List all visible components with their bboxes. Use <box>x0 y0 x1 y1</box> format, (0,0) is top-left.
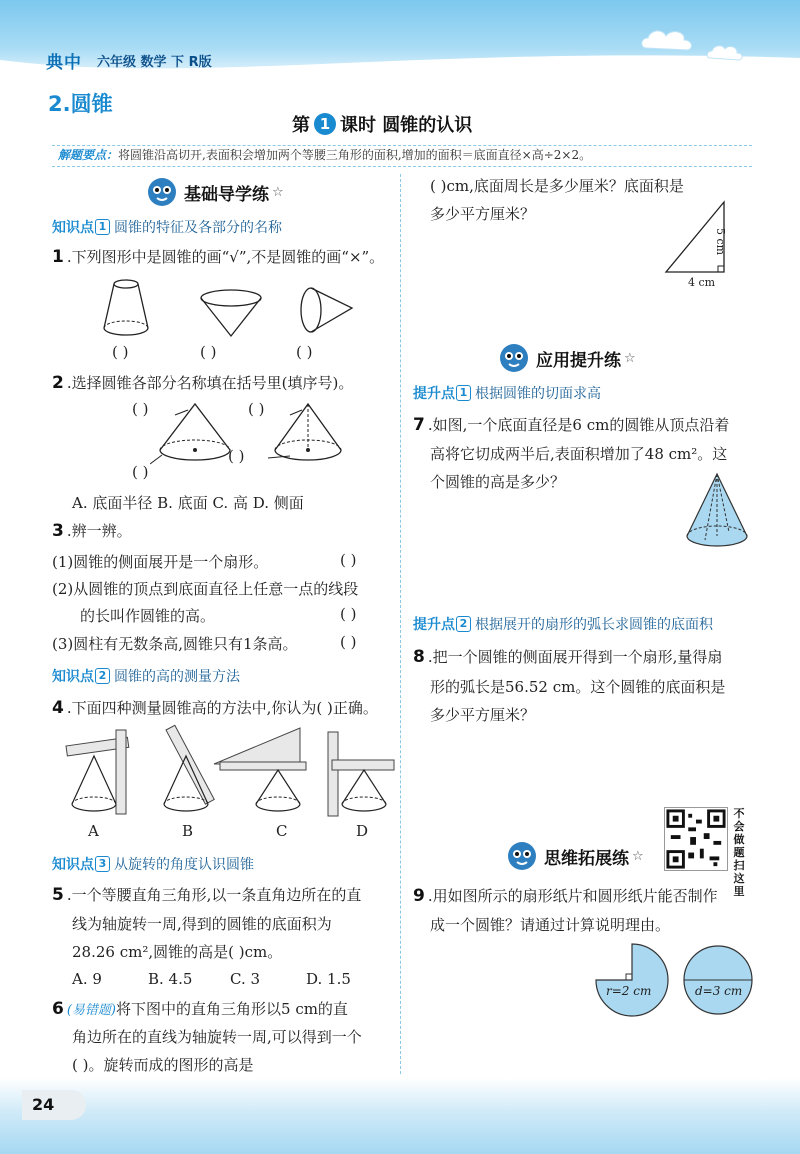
q6-line-2: 角边所在的直线为轴旋转一周,可以得到一个 <box>72 1028 362 1046</box>
kp-label: 知识点 <box>52 857 94 873</box>
qr-code[interactable] <box>664 807 728 871</box>
q2-text <box>52 372 353 393</box>
q7-cone-figure <box>683 470 751 556</box>
q3-text <box>52 520 132 541</box>
qr-note: 不会做题扫这里 <box>733 807 745 898</box>
q7-number: 7 <box>413 415 425 435</box>
star-icon: ☆ <box>632 848 644 864</box>
q1-blank-3[interactable]: ( ) <box>296 343 313 361</box>
q3-item-2b: 的长叫作圆锥的高。 <box>80 607 216 625</box>
q8-line-1 <box>413 646 722 667</box>
q3-stem: .辨一辨。 <box>66 522 132 540</box>
q2-blank-3[interactable]: ( ) <box>228 447 245 465</box>
banner-basic <box>146 176 284 208</box>
kp-desc: 从旋转的角度认识圆锥 <box>114 857 254 873</box>
q6-number: 6 <box>52 999 64 1019</box>
brand-logo: 典中 <box>46 53 82 73</box>
q2-blank-2[interactable]: ( ) <box>248 400 265 418</box>
kp1-heading <box>52 217 282 237</box>
q6-line-4: ( )cm,底面周长是多少厘米？底面积是 <box>430 177 684 195</box>
kp2-heading <box>52 666 240 686</box>
up2-heading <box>413 614 713 634</box>
q5-line-1 <box>52 884 361 905</box>
q4-label-c: C <box>276 822 288 840</box>
q3-item-3: (3)圆柱有无数条高,圆锥只有1条高。 <box>52 635 298 653</box>
q8-line-3: 多少平方厘米？ <box>430 706 536 724</box>
kp-label: 提升点 <box>413 386 455 402</box>
q3-blank-2[interactable]: ( ) <box>340 605 357 623</box>
lesson-prefix: 第 <box>292 115 310 136</box>
q4-number: 4 <box>52 698 64 718</box>
mascot-icon <box>506 840 538 872</box>
q6-line-3: ( )。旋转而成的图形的高是 <box>72 1056 254 1074</box>
cloud-icon <box>638 26 696 56</box>
q4-label-b: B <box>182 822 194 840</box>
q8-stem: .把一个圆锥的侧面展开得到一个扇形,量得扇 <box>427 648 723 666</box>
q1-text <box>52 246 384 267</box>
lesson-suffix: 课时 圆锥的认识 <box>340 115 473 136</box>
q4-text <box>52 697 378 718</box>
q6-dim-horizontal: 4 cm <box>688 276 716 289</box>
q3-item-1: (1)圆锥的侧面展开是一个扇形。 <box>52 553 269 571</box>
lesson-title <box>292 111 472 137</box>
q7-line-1 <box>413 414 729 435</box>
kp-desc: 圆锥的特征及各部分的名称 <box>114 220 282 236</box>
q5-stem: .一个等腰直角三角形,以一条直角边所在的直 <box>66 886 362 904</box>
q2-blank-4[interactable]: ( ) <box>132 463 149 481</box>
page-number: 24 <box>22 1090 86 1120</box>
q5-option-b[interactable]: B. 4.5 <box>148 970 193 988</box>
kp-desc: 根据展开的扇形的弧长求圆锥的底面积 <box>475 617 713 633</box>
q6-dim-vertical: 5 cm <box>714 228 727 256</box>
q8-number: 8 <box>413 647 425 667</box>
q6-line-5: 多少平方厘米？ <box>430 205 536 223</box>
banner-expand-label: 思维拓展练 <box>544 848 629 869</box>
q2-options: A. 底面半径 B. 底面 C. 高 D. 侧面 <box>72 494 304 512</box>
q2-number: 2 <box>52 373 64 393</box>
q5-line-2: 线为轴旋转一周,得到的圆锥的底面积为 <box>72 915 332 933</box>
q1-blank-2[interactable]: ( ) <box>200 343 217 361</box>
grade-label: 六年级 数学 下 R版 <box>97 55 212 70</box>
q1-figure <box>96 274 376 340</box>
kp-number: 2 <box>456 616 471 632</box>
mascot-icon <box>498 342 530 374</box>
banner-apply-label: 应用提升练 <box>536 350 621 371</box>
q5-option-a[interactable]: A. 9 <box>72 970 102 988</box>
q7-line-2: 高将它切成两半后,表面积增加了48 cm²。这 <box>430 445 728 463</box>
kp3-heading <box>52 854 254 874</box>
q5-option-d[interactable]: D. 1.5 <box>306 970 351 988</box>
q4-stem: .下面四种测量圆锥高的方法中,你认为( )正确。 <box>66 699 378 717</box>
q9-figure <box>590 940 760 1020</box>
q6-line-1 <box>52 998 348 1019</box>
q1-stem: .下列图形中是圆锥的画“√”,不是圆锥的画“×”。 <box>66 248 385 266</box>
section-title: 2.圆锥 <box>48 92 113 116</box>
tip-box <box>52 145 752 167</box>
kp-number: 1 <box>95 219 110 235</box>
q3-blank-1[interactable]: ( ) <box>340 551 357 569</box>
column-divider <box>400 174 401 1074</box>
mascot-icon <box>146 176 178 208</box>
q5-option-c[interactable]: C. 3 <box>230 970 261 988</box>
q4-figure <box>60 724 400 818</box>
q3-item-2: (2)从圆锥的顶点到底面直径上任意一点的线段 <box>52 580 359 598</box>
banner-basic-label: 基础导学练 <box>184 184 269 205</box>
q9-line-2: 成一个圆锥？请通过计算说明理由。 <box>430 916 671 934</box>
q3-number: 3 <box>52 521 64 541</box>
q6-stem: 将下图中的直角三角形以5 cm的直 <box>116 1000 348 1018</box>
banner-apply <box>498 342 636 374</box>
q5-number: 5 <box>52 885 64 905</box>
q7-stem: .如图,一个底面直径是6 cm的圆锥从顶点沿着 <box>427 416 730 434</box>
q2-blank-1[interactable]: ( ) <box>132 400 149 418</box>
q4-label-a: A <box>88 822 99 840</box>
up1-heading <box>413 383 601 403</box>
cloud-icon <box>705 42 745 64</box>
star-icon: ☆ <box>272 184 284 200</box>
kp-label: 知识点 <box>52 220 94 236</box>
q2-stem: .选择圆锥各部分名称填在括号里(填序号)。 <box>66 374 354 392</box>
star-icon: ☆ <box>624 350 636 366</box>
kp-number: 2 <box>95 668 110 684</box>
lesson-number: 1 <box>314 113 336 135</box>
kp-label: 知识点 <box>52 669 94 685</box>
q6-tag: (易错题) <box>66 1003 116 1018</box>
banner-expand <box>506 840 644 872</box>
q9-stem: .用如图所示的扇形纸片和圆形纸片能否制作 <box>427 887 718 905</box>
q9-diameter-label: d=3 cm <box>695 984 743 998</box>
q9-radius-label: r=2 cm <box>606 984 652 998</box>
tip-label: 解题要点： <box>58 148 119 162</box>
q1-number: 1 <box>52 247 64 267</box>
q1-blank-1[interactable]: ( ) <box>112 343 129 361</box>
kp-desc: 根据圆锥的切面求高 <box>475 386 601 402</box>
kp-desc: 圆锥的高的测量方法 <box>114 669 240 685</box>
q3-blank-3[interactable]: ( ) <box>340 633 357 651</box>
kp-label: 提升点 <box>413 617 455 633</box>
q9-line-1 <box>413 885 718 906</box>
q9-number: 9 <box>413 886 425 906</box>
q7-line-3: 个圆锥的高是多少？ <box>430 473 566 491</box>
kp-number: 3 <box>95 856 110 872</box>
kp-number: 1 <box>456 385 471 401</box>
q8-line-2: 形的弧长是56.52 cm。这个圆锥的底面积是 <box>430 678 726 696</box>
tip-text: 将圆锥沿高切开,表面积会增加两个等腰三角形的面积,增加的面积＝底面直径×高÷2×2。 <box>118 148 592 162</box>
q4-label-d: D <box>356 822 369 840</box>
footer-band <box>0 1078 800 1154</box>
q5-line-3: 28.26 cm²,圆锥的高是( )cm。 <box>72 943 283 961</box>
